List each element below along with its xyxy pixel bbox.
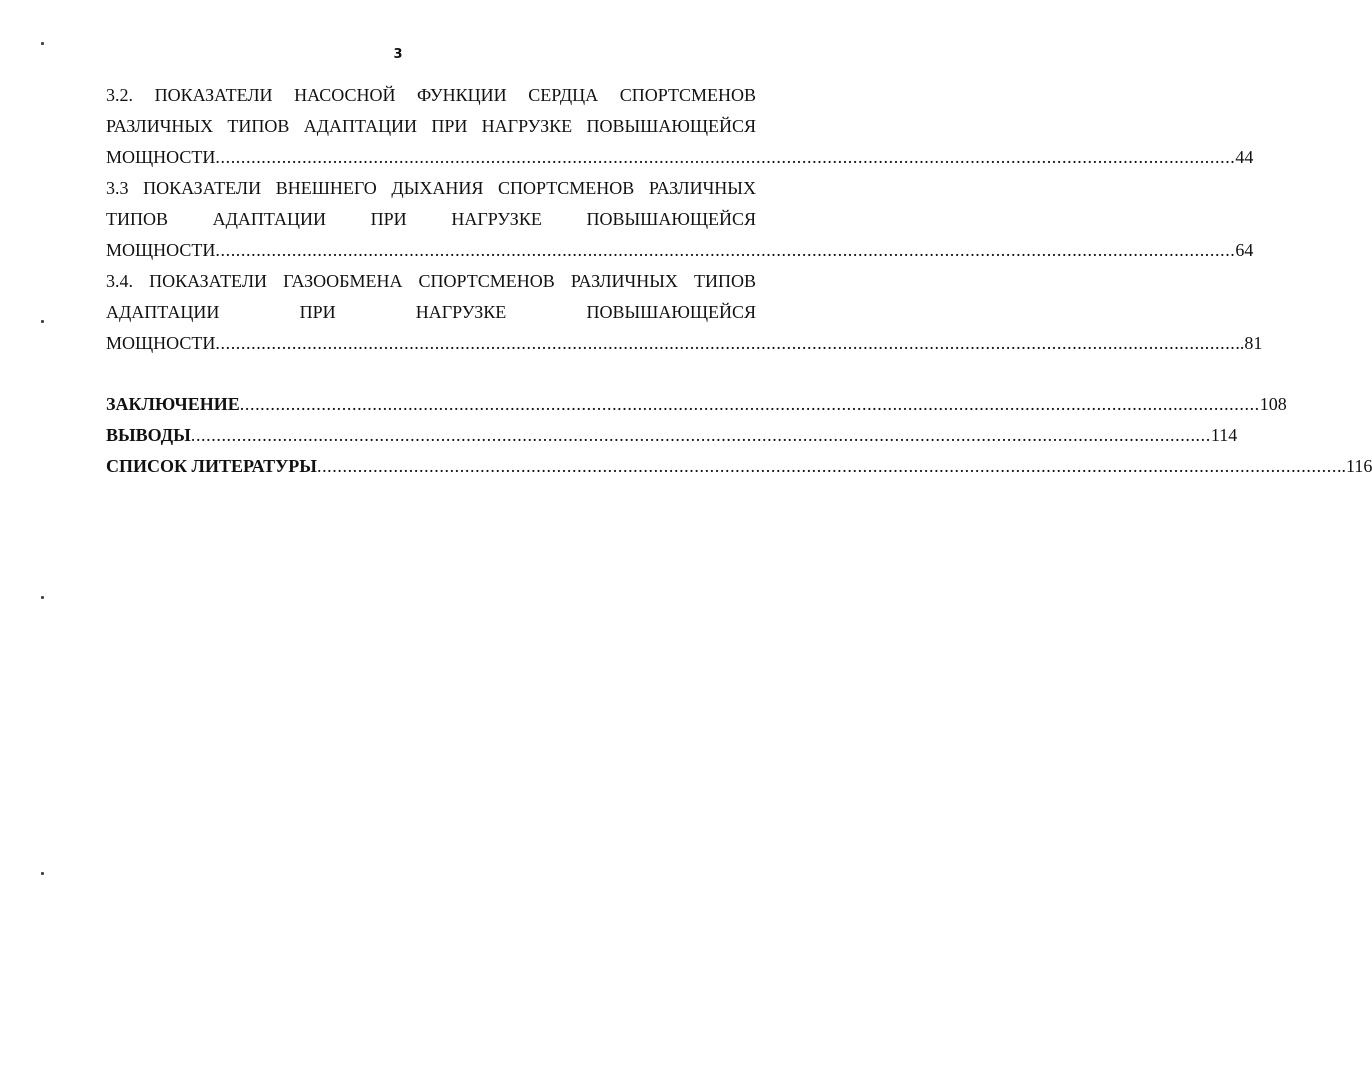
margin-mark — [41, 872, 44, 875]
toc-page-number: ..116 — [1336, 456, 1372, 476]
toc-entry-line: АДАПТАЦИИ ПРИ НАГРУЗКЕ ПОВЫШАЮЩЕЙСЯ — [106, 302, 756, 322]
toc-page-number: 64 — [1235, 240, 1254, 260]
toc-page-number: ..81 — [1235, 333, 1263, 353]
toc-entry-text: МОЩНОСТИ — [106, 147, 216, 167]
leader-dots: ........................................................................................................................................................................................................ — [215, 333, 1236, 353]
margin-mark — [41, 42, 44, 45]
toc-chapter-conclusion — [106, 389, 1287, 420]
toc-entry-line: ТИПОВ АДАПТАЦИИ ПРИ НАГРУЗКЕ ПОВЫШАЮЩЕЙСЯ — [106, 209, 756, 229]
leader-dots: ........................................................................................................................................................................................................ — [239, 394, 1260, 414]
toc-entry-leader-line — [106, 235, 1254, 266]
toc-page-number: 44 — [1235, 147, 1254, 167]
leader-dots: ........................................................................................................................................................................................................ — [190, 425, 1211, 445]
margin-mark — [41, 596, 44, 599]
toc-entry-leader-line — [106, 328, 1263, 359]
toc-entry-line: РАЗЛИЧНЫХ ТИПОВ АДАПТАЦИИ ПРИ НАГРУЗКЕ ПОВЫШАЮЩЕЙСЯ — [106, 116, 756, 136]
page-number: 3 — [393, 47, 403, 62]
toc-chapter-references — [106, 451, 1372, 482]
table-of-contents — [106, 80, 1372, 482]
toc-chapter-title: ЗАКЛЮЧЕНИЕ — [106, 394, 240, 414]
leader-dots: ........................................................................................................................................................................................................ — [215, 240, 1236, 260]
toc-entry-text: МОЩНОСТИ — [106, 333, 216, 353]
toc-entry-line: 3.2. ПОКАЗАТЕЛИ НАСОСНОЙ ФУНКЦИИ СЕРДЦА СПОРТСМЕНОВ — [106, 85, 756, 105]
toc-chapter-title: СПИСОК ЛИТЕРАТУРЫ — [106, 456, 317, 476]
toc-entry-leader-line — [106, 142, 1254, 173]
toc-entry-text: МОЩНОСТИ — [106, 240, 216, 260]
margin-mark — [41, 320, 44, 323]
toc-chapter-title: ВЫВОДЫ — [106, 425, 191, 445]
leader-dots: ........................................................................................................................................................................................................ — [316, 456, 1337, 476]
toc-chapter-findings — [106, 420, 1238, 451]
toc-page-number: 114 — [1210, 425, 1238, 445]
toc-page-number: 108 — [1259, 394, 1287, 414]
toc-entry-line: 3.4. ПОКАЗАТЕЛИ ГАЗООБМЕНА СПОРТСМЕНОВ РАЗЛИЧНЫХ ТИПОВ — [106, 271, 756, 291]
leader-dots: ........................................................................................................................................................................................................ — [215, 147, 1236, 167]
toc-entry-line: 3.3 ПОКАЗАТЕЛИ ВНЕШНЕГО ДЫХАНИЯ СПОРТСМЕНОВ РАЗЛИЧНЫХ — [106, 178, 756, 198]
